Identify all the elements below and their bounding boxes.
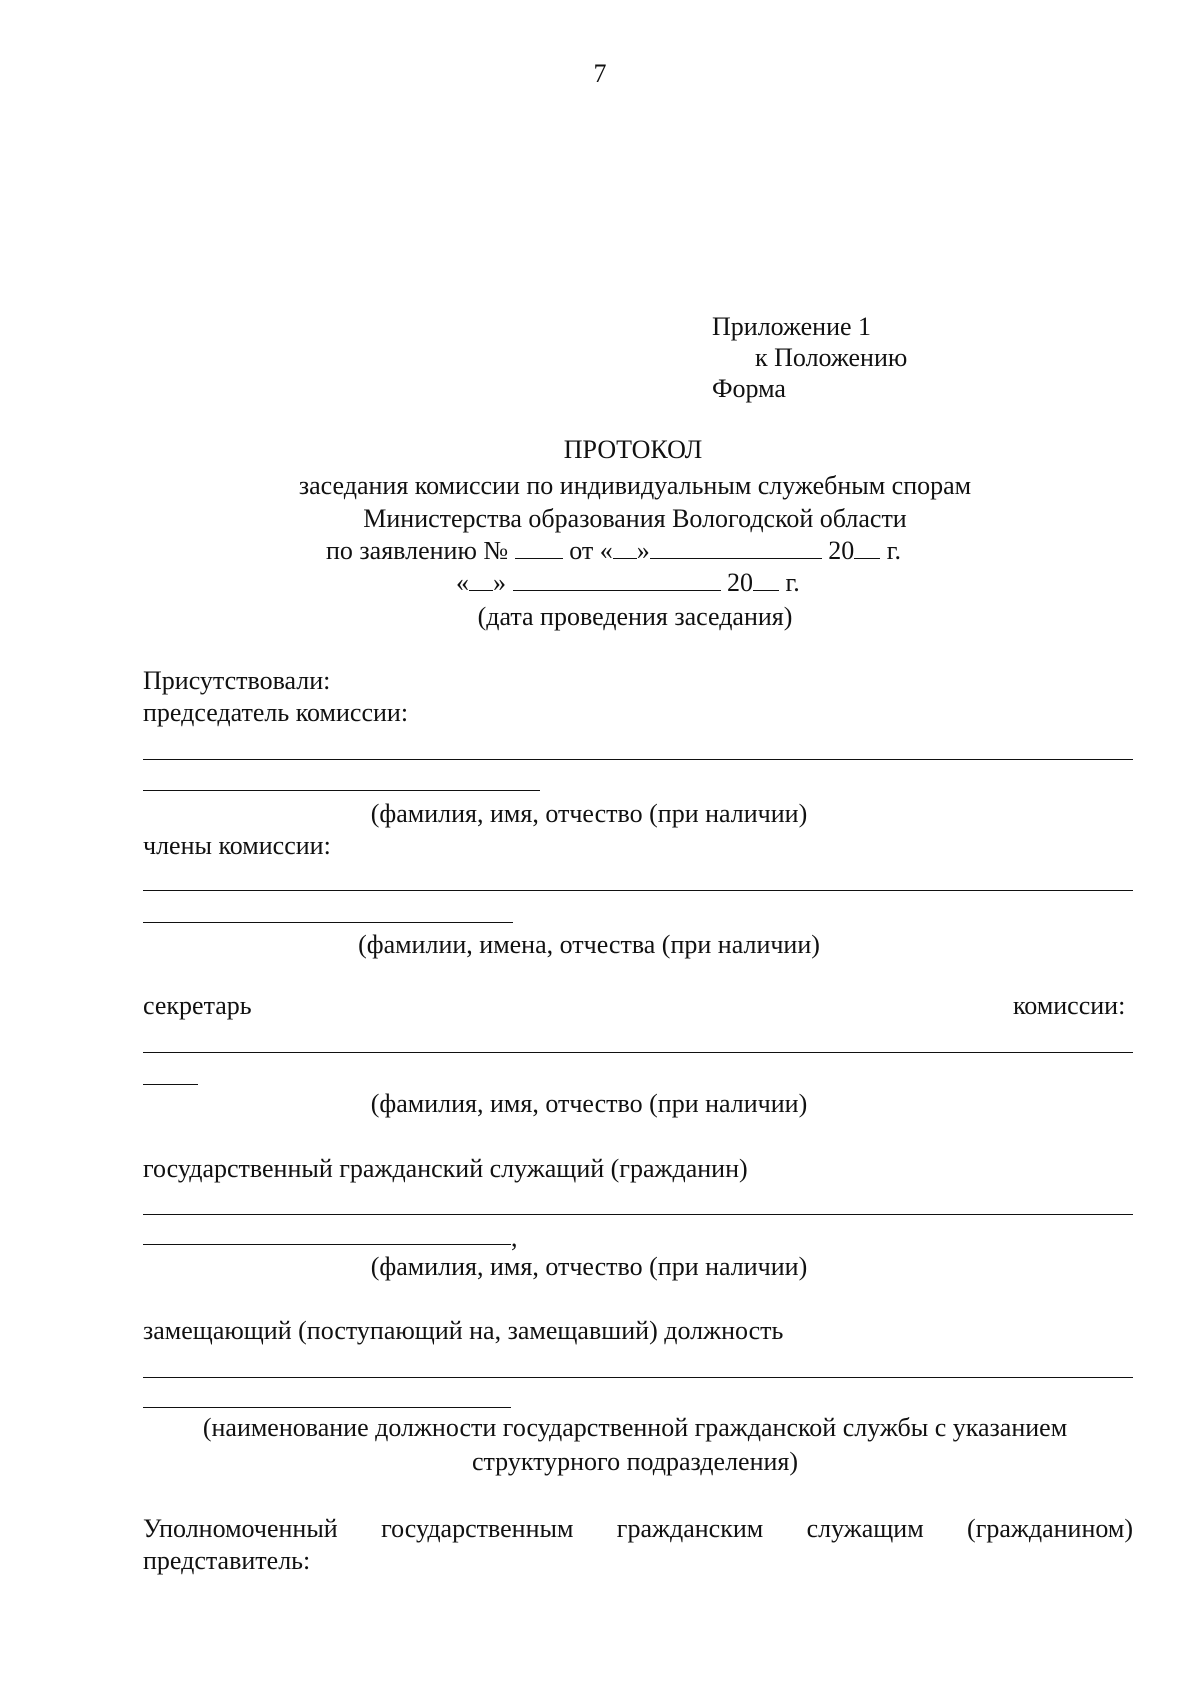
appendix-line-1: Приложение 1 <box>712 312 872 341</box>
meeting-year-suffix: г. <box>785 568 800 597</box>
secretary-fio-caption: (фамилия, имя, отчество (при наличии) <box>370 1089 808 1118</box>
present-label: Присутствовали: <box>143 666 331 695</box>
meeting-close-quote: » <box>493 568 506 597</box>
meeting-date-line <box>456 567 800 599</box>
position-caption-1: (наименование должности государственной гражданской службы с указанием <box>202 1413 1068 1442</box>
members-name-line-1[interactable] <box>143 890 1133 891</box>
year-suffix: г. <box>886 536 901 565</box>
application-prefix: по заявлению № <box>326 536 509 565</box>
position-label: замещающий (поступающий на, замещавший) должность <box>143 1316 784 1345</box>
chairman-name-line-2[interactable] <box>143 790 540 791</box>
meeting-date-caption: (дата проведения заседания) <box>477 602 793 631</box>
secretary-commission-label: комиссии: <box>1013 991 1126 1020</box>
application-month-field[interactable] <box>650 536 822 559</box>
position-line-2[interactable] <box>143 1407 511 1408</box>
protocol-subtitle-2: Министерства образования Вологодской области <box>363 504 907 533</box>
members-fio-caption: (фамилии, имена, отчества (при наличии) <box>358 930 820 959</box>
representative-label: представитель: <box>143 1546 311 1575</box>
secretary-name-line-2[interactable] <box>143 1084 198 1085</box>
application-number-line <box>326 535 901 567</box>
representative-word-2: государственным <box>381 1514 574 1543</box>
meeting-year-field[interactable] <box>753 568 779 591</box>
meeting-open-quote: « <box>456 568 469 597</box>
secretary-name-line-1[interactable] <box>143 1052 1133 1053</box>
application-day-field[interactable] <box>613 536 637 559</box>
representative-line <box>143 1513 1133 1545</box>
close-quote: » <box>636 536 650 565</box>
chairman-fio-caption: (фамилия, имя, отчество (при наличии) <box>370 799 808 828</box>
appendix-line-2: к Положению <box>755 343 908 372</box>
servant-label: государственный гражданский служащий (гражданин) <box>143 1154 748 1183</box>
page-number: 7 <box>593 59 607 88</box>
position-caption-2: структурного подразделения) <box>471 1447 799 1476</box>
meeting-day-field[interactable] <box>469 568 493 591</box>
servant-name-line-1[interactable] <box>143 1214 1133 1215</box>
appendix-form-label: Форма <box>712 374 786 403</box>
from-word: от <box>569 536 594 565</box>
meeting-year-prefix: 20 <box>727 568 753 597</box>
application-year-field[interactable] <box>854 536 880 559</box>
year-prefix: 20 <box>828 536 855 565</box>
members-label: члены комиссии: <box>143 831 331 860</box>
servant-comma: , <box>511 1223 518 1252</box>
application-number-field[interactable] <box>515 536 563 559</box>
position-line-1[interactable] <box>143 1377 1133 1378</box>
representative-word-1: Уполномоченный <box>143 1514 338 1543</box>
secretary-label: секретарь <box>143 991 252 1020</box>
servant-fio-caption: (фамилия, имя, отчество (при наличии) <box>370 1252 808 1281</box>
protocol-subtitle-1: заседания комиссии по индивидуальным служебным спорам <box>298 471 972 500</box>
open-quote: « <box>599 536 613 565</box>
protocol-heading: ПРОТОКОЛ <box>563 435 703 464</box>
representative-word-3: гражданским <box>616 1514 764 1543</box>
servant-name-line-2[interactable] <box>143 1244 511 1245</box>
chairman-name-line-1[interactable] <box>143 759 1133 760</box>
representative-word-5: (гражданином) <box>967 1514 1133 1543</box>
meeting-month-field[interactable] <box>513 568 721 591</box>
chairman-label: председатель комиссии: <box>143 698 409 727</box>
members-name-line-2[interactable] <box>143 922 513 923</box>
representative-word-4: служащим <box>806 1514 924 1543</box>
